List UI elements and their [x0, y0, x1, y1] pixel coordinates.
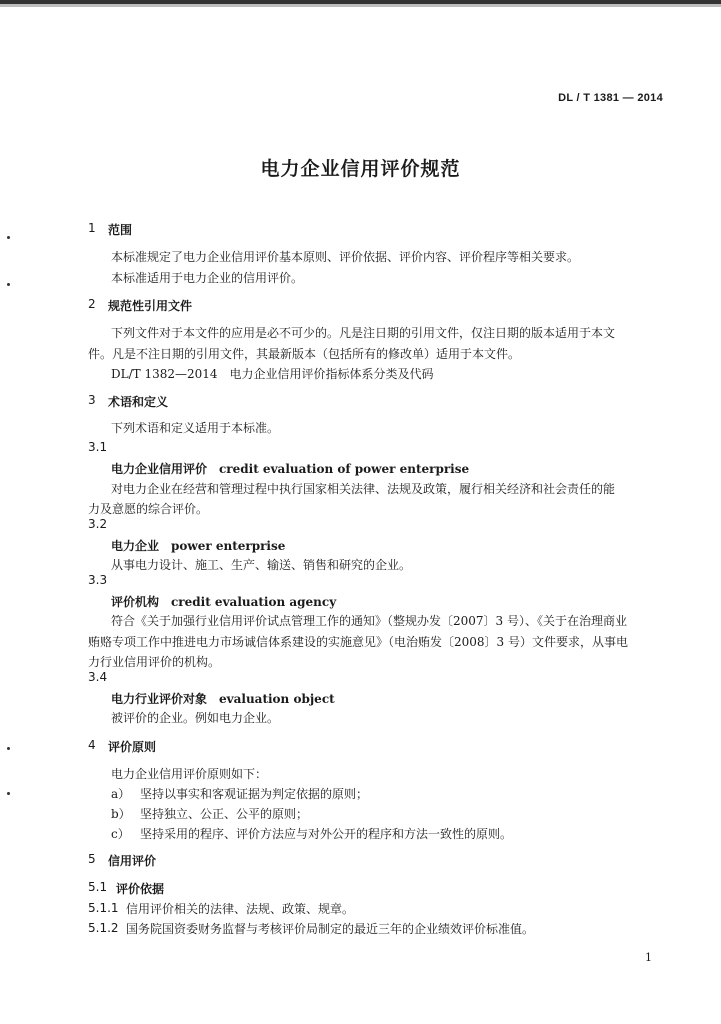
scan-speck [7, 283, 10, 286]
clause-text: 国务院国资委财务监督与考核评价局制定的最近三年的企业绩效评价标准值。 [126, 922, 535, 936]
term-heading: 电力企业 power enterprise [111, 539, 286, 553]
term-definition: 对电力企业在经营和管理过程中执行国家相关法律、法规及政策，履行相关经济和社会责任的能 [111, 482, 616, 496]
list-item: 坚持以事实和客观证据为判定依据的原则； [140, 787, 369, 801]
section-heading-scope: 范围 [108, 223, 133, 237]
list-item-marker: c） [111, 827, 130, 841]
section-number: 2 [88, 297, 96, 311]
scan-speck [7, 236, 10, 239]
term-definition: 被评价的企业。例如电力企业。 [111, 711, 280, 725]
clause-number: 3.1 [88, 440, 108, 454]
term-definition: 力行业信用评价的机构。 [88, 655, 221, 669]
section-heading-credit-evaluation: 信用评价 [108, 854, 157, 868]
scan-top-shadow [0, 4, 721, 7]
term-heading: 评价机构 credit evaluation agency [111, 595, 337, 609]
scan-speck [7, 792, 10, 795]
page-number: 1 [645, 951, 652, 964]
clause-number: 3.4 [88, 670, 108, 684]
clause-number: 3.3 [88, 573, 108, 587]
section-number: 3 [88, 393, 96, 407]
term-definition: 贿赂专项工作中推进电力市场诚信体系建设的实施意见》（电治贿发〔2008〕3 号）文件要求，从事电 [88, 635, 628, 649]
term-definition: 符合《关于加强行业信用评价试点管理工作的通知》（整规办发〔2007〕3 号）、《关于在治理商业 [111, 614, 627, 628]
paragraph: 本标准适用于电力企业的信用评价。 [111, 271, 304, 285]
section-number: 4 [88, 738, 96, 752]
paragraph: 本标准规定了电力企业信用评价基本原则、评价依据、评价内容、评价程序等相关要求。 [111, 250, 580, 264]
clause-text: 信用评价相关的法律、法规、政策、规章。 [126, 902, 355, 916]
clause-number: 3.2 [88, 517, 108, 531]
paragraph: 下列术语和定义适用于本标准。 [111, 421, 280, 435]
term-heading: 电力企业信用评价 credit evaluation of power enterprise [111, 462, 470, 476]
list-item: 坚持采用的程序、评价方法应与对外公开的程序和方法一致性的原则。 [140, 827, 513, 841]
list-item-marker: a） [111, 787, 131, 801]
clause-number: 5.1.1 [88, 901, 119, 915]
reference-entry: DL/T 1382—2014 电力企业信用评价指标体系分类及代码 [111, 367, 434, 381]
subsection-heading-basis: 评价依据 [116, 882, 165, 896]
section-heading-terms: 术语和定义 [108, 395, 169, 409]
list-item: 坚持独立、公正、公平的原则； [140, 807, 309, 821]
section-heading-principles: 评价原则 [108, 740, 157, 754]
clause-number: 5.1.2 [88, 921, 119, 935]
section-heading-normative-references: 规范性引用文件 [108, 299, 193, 313]
section-number: 5 [88, 852, 96, 866]
clause-number: 5.1 [88, 880, 108, 894]
section-number: 1 [88, 221, 96, 235]
term-heading: 电力行业评价对象 evaluation object [111, 692, 335, 706]
standard-number: DL / T 1381 — 2014 [558, 92, 663, 104]
scan-speck [7, 747, 10, 750]
page-title: 电力企业信用评价规范 [260, 158, 461, 180]
term-definition: 从事电力设计、施工、生产、输送、销售和研究的企业。 [111, 558, 412, 572]
list-item-marker: b） [111, 807, 131, 821]
paragraph: 下列文件对于本文件的应用是必不可少的。凡是注日期的引用文件，仅注日期的版本适用于本文 [111, 326, 616, 340]
paragraph: 件。凡是不注日期的引用文件，其最新版本（包括所有的修改单）适用于本文件。 [88, 347, 521, 361]
term-definition: 力及意愿的综合评价。 [88, 502, 209, 516]
paragraph: 电力企业信用评价原则如下： [111, 767, 268, 781]
